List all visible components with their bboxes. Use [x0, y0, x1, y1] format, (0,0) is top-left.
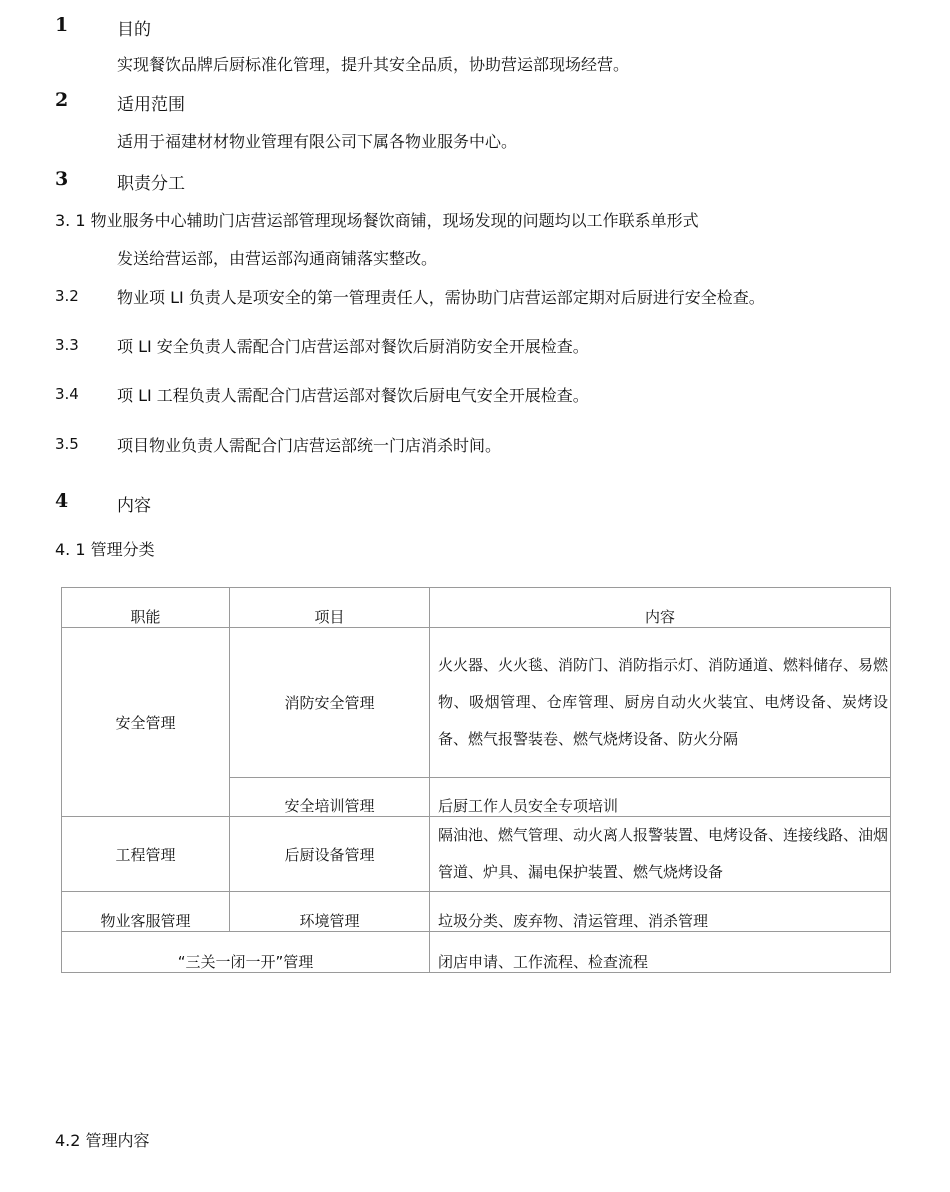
item-3-3-number: 3.3 [55, 336, 79, 354]
section-3-title: 职责分工 [117, 174, 185, 194]
item-environment: 环境管理 [230, 892, 430, 932]
content-kitchen-equipment: 隔油池、燃气管理、动火离人报警装置、电烤设备、连接线路、油烟管道、炉具、漏电保护装置、燃气烧烤设备 [430, 817, 891, 892]
section-2-body: 适用于福建材材物业管理有限公司下属各物业服务中心。 [117, 132, 518, 151]
item-3-1-line2: 发送给营运部，由营运部沟通商铺落实整改。 [117, 249, 438, 268]
item-3-2-text: 物业项 LI 负责人是项安全的第一管理责任人，需协助门店营运部定期对后厨进行安全检查。 [117, 288, 765, 307]
item-fire-safety: 消防安全管理 [230, 628, 430, 778]
content-safety-training: 后厨工作人员安全专项培训 [430, 778, 891, 817]
item-safety-training: 安全培训管理 [230, 778, 430, 817]
item-3-4-text: 项 LI 工程负责人需配合门店营运部对餐饮后厨电气安全开展检查。 [117, 386, 589, 405]
section-1-body: 实现餐饮品牌后厨标准化管理，提升其安全品质，协助营运部现场经营。 [117, 55, 630, 74]
item-3-5-text: 项目物业负责人需配合门店营运部统一门店消杀时间。 [117, 436, 502, 455]
function-safety: 安全管理 [62, 628, 230, 817]
subsection-4-2-title: 4.2 管理内容 [55, 1131, 150, 1150]
function-property-service: 物业客服管理 [62, 892, 230, 932]
item-three-close-one-open: “三关一闭一开”管理 [62, 932, 430, 973]
item-kitchen-equipment: 后厨设备管理 [230, 817, 430, 892]
item-3-5-number: 3.5 [55, 435, 79, 453]
header-item: 项目 [230, 588, 430, 628]
section-2-title: 适用范围 [117, 95, 185, 115]
subsection-4-1-title: 4. 1 管理分类 [55, 540, 155, 559]
item-3-2-number: 3.2 [55, 287, 79, 305]
content-fire-safety: 火火器、火火毯、消防门、消防指示灯、消防通道、燃料储存、易燃物、吸烟管理、仓库管理、厨房自动火火装宜、电烤设备、炭烤设备、燃气报警装卷、燃气烧烤设备、防火分隔 [430, 628, 891, 778]
section-4-title: 内容 [117, 496, 151, 516]
section-2-number: 2 [55, 89, 69, 111]
table-header-row [62, 588, 891, 628]
item-3-3-text: 项 LI 安全负责人需配合门店营运部对餐饮后厨消防安全开展检查。 [117, 337, 589, 356]
function-engineering: 工程管理 [62, 817, 230, 892]
table-row [62, 817, 891, 892]
item-3-1-line1: 物业服务中心辅助门店营运部管理现场餐饮商铺，现场发现的问题均以工作联系单形式 [90, 211, 699, 230]
section-1-title: 目的 [117, 20, 151, 40]
header-function: 职能 [62, 588, 230, 628]
table-row [62, 932, 891, 973]
section-3-number: 3 [55, 168, 69, 190]
item-3-4-number: 3.4 [55, 385, 79, 403]
content-three-close-one-open: 闭店申请、工作流程、检查流程 [430, 932, 891, 973]
header-content: 内容 [430, 588, 891, 628]
table-row [62, 892, 891, 932]
table-row [62, 628, 891, 778]
item-3-1-number: 3. 1 [55, 211, 86, 230]
section-4-number: 4 [55, 490, 69, 512]
content-environment: 垃圾分类、废弃物、清运管理、消杀管理 [430, 892, 891, 932]
item-3-1 [55, 208, 699, 231]
management-classification-table [61, 587, 891, 973]
section-1-number: 1 [55, 14, 69, 36]
